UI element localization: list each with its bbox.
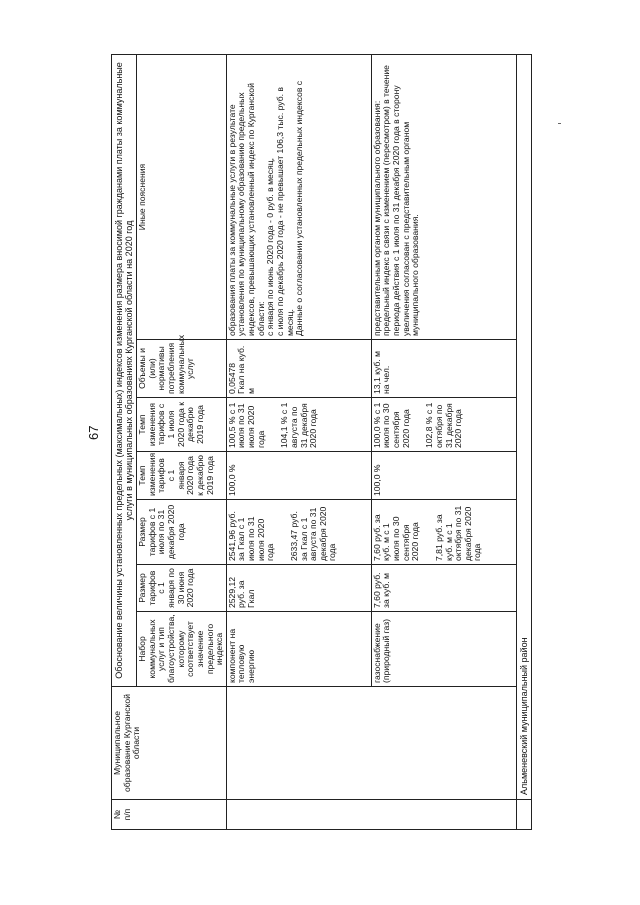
growth-jul-cell	[371, 398, 516, 452]
volumes-cell: 13,1 куб. м на чел.	[371, 340, 516, 398]
growth-jul-period-a: 100,5 % с 1 июля по 31 июля 2020 года	[226, 402, 266, 448]
tariff-h2-cell	[226, 500, 371, 565]
district-num-cell	[516, 800, 531, 830]
growth-jul-period-b: 104,1 % с 1 августа по 31 декабря 2020 года	[279, 402, 319, 448]
service-cell: компонент на тепловую энергию	[226, 612, 371, 687]
growth-jul-header: Темп изменения тарифов с 1 июля 2020 года к декабрю 2019 года	[137, 398, 227, 452]
tariff-h2-header: Размер тарифов с 1 июля по 31 декабря 2020 года	[137, 500, 227, 565]
tariff-h1-cell: 7,60 руб. за куб. м	[371, 565, 516, 612]
district-row	[516, 54, 531, 829]
growth-jan-cell: 100,0 %	[226, 452, 371, 500]
tariff-h2-period-a: 7,60 руб. за куб. м с 1 июля по 30 сентября 2020 года	[371, 514, 421, 561]
volumes-header: Объемы и (или) нормативы потребления коммунальных услуг	[137, 340, 227, 398]
tariff-h2-period-b: 7,81 руб. за куб. м с 1 октября по 31 декабря 2020 года	[433, 505, 483, 561]
col-num-header: № п/п	[112, 800, 227, 830]
growth-jul-period-b: 102,8 % с 1 октября по 31 декабря 2020 года	[424, 402, 464, 448]
tariff-h2-period-a: 2541,96 руб. за Гкал с 1 июля по 31 июля 2020 года	[226, 511, 276, 561]
volumes-cell: 0,05478 Гкал на куб. м	[226, 340, 371, 398]
tariff-h1-header: Размер тарифов с 1 января по 30 июня 2020 года	[137, 565, 227, 612]
table-row	[226, 54, 371, 829]
municipality-cell	[226, 687, 516, 800]
num-cell	[226, 800, 516, 830]
tariff-index-table	[111, 54, 532, 830]
notes-header: Иные пояснения	[137, 54, 227, 339]
header-row-1	[112, 54, 137, 829]
col-justification-header: Обоснование величины установленных предельных (максимальных) индексов изменения размера вносимой гражданами платы за коммунальные услуги в муниципальных образованиях Курганской области на 2020 год	[112, 54, 137, 686]
growth-jan-cell: 100,0 %	[371, 452, 516, 500]
services-header: Набор коммунальных услуг и тип благоустройства, которому соответствует значение предельного индекса	[137, 612, 227, 687]
tariff-h2-period-b: 2633,47 руб. за Гкал с 1 августа по 31 декабря 2020 года	[288, 506, 338, 561]
growth-jan-header: Темп изменения тарифов с 1 января 2020 года к декабрю 2019 года	[137, 452, 227, 500]
notes-cell: образования платы за коммунальные услуги в результате установления по муниципальному образованию предельных индексов, превышающих установленный индекс по Курганской области: с января по июнь 2020 года - 0 руб. в месяц, с июля по декабрь 2020 года - не превышает 106,3 тыс. руб. в месяц. Данные о согласовании установленных предельных индексов с	[226, 54, 371, 339]
notes-cell: представительным органом муниципального образования: предельный индекс в связи с изменением (пересмотром) в течение периода действия с 1 июля по 31 декабря 2020 года в сторону увеличения согласован с представительным органом муниципального образования.	[371, 54, 516, 339]
district-name: Альменевский муниципальный район	[516, 54, 531, 799]
rotated-table-container	[111, 55, 636, 830]
growth-jul-cell	[226, 398, 371, 452]
tariff-h1-cell: 2529,12 руб. за Гкал	[226, 565, 371, 612]
col-municipality-header: Муниципальное образование Курганской области	[112, 687, 227, 800]
growth-jul-period-a: 100,0 % с 1 июля по 30 сентября 2020 года	[371, 402, 411, 448]
service-cell: газоснабжение (природный газ)	[371, 612, 516, 687]
tariff-h2-cell	[371, 500, 516, 565]
page-number: 67	[86, 425, 101, 440]
